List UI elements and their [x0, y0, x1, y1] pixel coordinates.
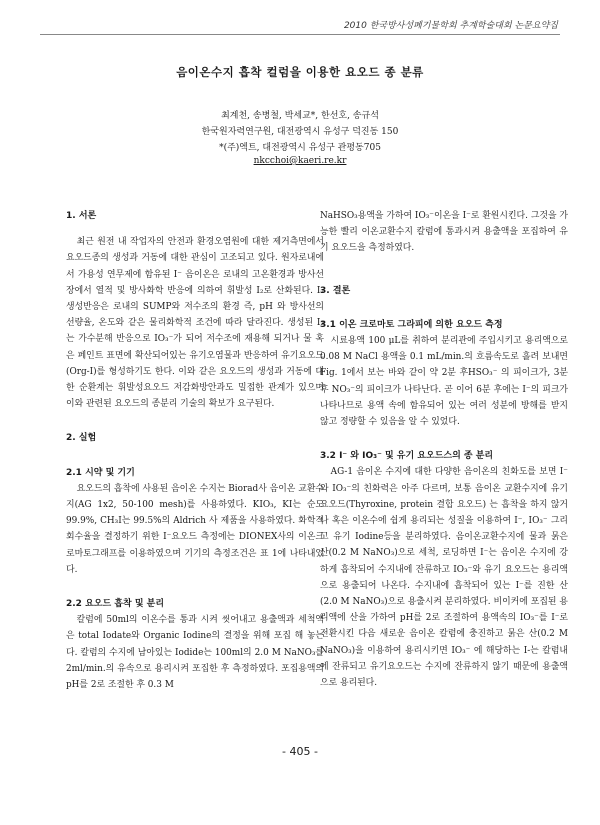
subsection-heading-adsorption: 2.2 요오드 흡착 및 분리 [66, 599, 165, 610]
contact-email[interactable] [0, 156, 600, 166]
ion-chromatography-paragraph: 시료용액 100 μL를 취하여 분리관에 주입시키고 용리액으로 0.08 M NaCl 용액을 0.1 mL/min.의 흐름속도로 흘려 보내면 Fig. 1에서 보는 바와 같이 약 2분 후HSO₃⁻ 의 피이크가, 3분 후 NO₃⁻의 피이크가 나타난다. 곧 이어 6분 후에는 I⁻의 피크가 나타나므로 용액 속에 함유되어 있는 여러 성분에 방해를 받지 않고 정량할 수 있음을 알 수 있었다. [320, 336, 568, 428]
introduction-paragraph: 최근 원전 내 작업자의 안전과 환경오염원에 대한 제거측면에서 요오드종의 생성과 거동에 대한 관심이 고조되고 있다. 원자로내에서 가용성 연무제에 함유된 I⁻ 음이온은 로내의 고온환경과 방사선장에서 열적 및 방사화학 반응에 의하여 휘발성 I₂로 산화된다. I₂ 생성반응은 로내의 SUMP와 저수조의 환경 즉, pH 와 방사선의 선량율, 온도와 같은 물리화학적 조건에 따라 달라진다. 생성된 I₂는 가수분해 반응으로 IO₃⁻가 되어 저수조에 재용해 되거나 물 혹은 페인트 표면에 확산되어있는 유기오염물과 반응하여 유기요오드(Org-I)를 형성하기도 한다. 이와 같은 요오드의 생성과 거동에 대한 순환계는 휘발성요오드 저감화방안과도 밀접한 관계가 있으며 이와 관련된 요오드의 종분리 기술의 확보가 요구된다. [66, 237, 324, 410]
header-rule [40, 34, 560, 35]
species-separation-paragraph: AG-1 음이온 수지에 대한 다양한 음이온의 친화도를 보면 I⁻와 IO₃⁻의 친화력은 아주 다르며, 보통 음이온 교환수지에 유기요오드(Thyroxine, protein 결합 요오드) 는 흡착을 하지 않거나 혹은 이온수에 쉽게 용리되는 성질을 이용하여 I⁻, IO₃⁻ 그리고 유기 Iodine등을 분리하였다. 음이온교환수지에 물과 묽은 산(0.2 M NaNO₃)으로 세척, 로딩하면 I⁻는 음이온 수지에 강하게 흡착되어 수지내에 잔류하고 IO₃⁻와 유기 요오드는 용리액으로 용출되어 나온다. 수지내에 흡착되어 있는 I⁻를 진한 산(2.0 M NaNO₃)으로 용출시켜 분리하였다. 비이커에 포집된 용리액에 산을 가하여 pH를 2로 조절하여 용액속의 IO₃⁻를 I⁻로 전환시킨 다음 새로운 음이온 칼럼에 충진하고 묽은 산(0.2 M NaNO₃)을 이용하여 용리시키면 IO₃⁻ 에 해당하는 I-는 칼럼내에 잔류되고 유기요오드는 수지에 잔류하지 않기 때문에 용출액으로 용리된다. [320, 467, 568, 689]
author-list: 최계천, 송병철, 박세교*, 한선호, 송규석 [221, 111, 379, 121]
affiliation-primary: 한국원자력연구원, 대전광역시 유성구 덕진동 150 [201, 127, 399, 137]
reagents-paragraph: 요오드의 흡착에 사용된 음이온 수지는 Biorad사 음이온 교환수지(AG 1x2, 50-100 mesh)를 사용하였다. KIO₃, KI는 순도 99.9%, CH₃I는 99.5%의 Aldrich 사 제품을 사용하였다. 화학적 회수율을 결정하기 위한 I⁻요오드 측정에는 DIONEX사의 이온크로마토그래프를 이용하였으며 기기의 측정조건은 표 1에 나타내었다. [66, 483, 324, 575]
subsection-heading-ion-chromatography: 3.1 이온 크로마토 그라피에 의한 요오드 측정 [320, 319, 503, 330]
subsection-heading-species-separation: 3.2 I⁻ 와 IO₃⁻ 및 유기 요오드스의 종 분리 [320, 451, 494, 462]
right-column [320, 208, 568, 691]
page-number: - 405 - [282, 745, 318, 758]
email-link[interactable]: nkcchoi@kaeri.re.kr [253, 156, 347, 166]
subsection-heading-reagents: 2.1 시약 및 기기 [66, 467, 135, 478]
section-heading-introduction: 1. 서론 [66, 211, 97, 221]
section-heading-experiment: 2. 실험 [66, 433, 97, 444]
continuation-paragraph: NaHSO₃용액을 가하여 IO₃⁻이온을 I⁻로 환원시킨다. 그것을 가능한 빨리 이온교환수지 칼럼에 통과시켜 용출액을 포집하여 유기 요오드을 측정하였다. [320, 211, 568, 254]
left-column [66, 208, 324, 693]
affiliation-secondary: *(주)엑트, 대전광역시 유성구 관평동705 [219, 143, 381, 153]
running-header: 2010 한국방사성폐기물학회 추계학술대회 논문요약집 [343, 21, 558, 31]
section-heading-results: 3. 결론 [320, 285, 351, 296]
adsorption-paragraph: 칼럼에 50ml의 이온수를 통과 시켜 씻어내고 용출액과 세척액은 total Iodate와 Organic Iodine의 결정을 위해 포집 해 놓는다. 칼럼의 수지에 남아있는 Iodide는 100ml의 2.0 M NaNO₃를 2ml/min.의 유속으로 용리시켜 포집한 후 측정하였다. 포집용액의 pH를 2로 조절한 후 0.3 M [66, 615, 324, 691]
paper-title: 음이온수지 흡착 컬럼을 이용한 요오드 종 분류 [176, 65, 424, 79]
